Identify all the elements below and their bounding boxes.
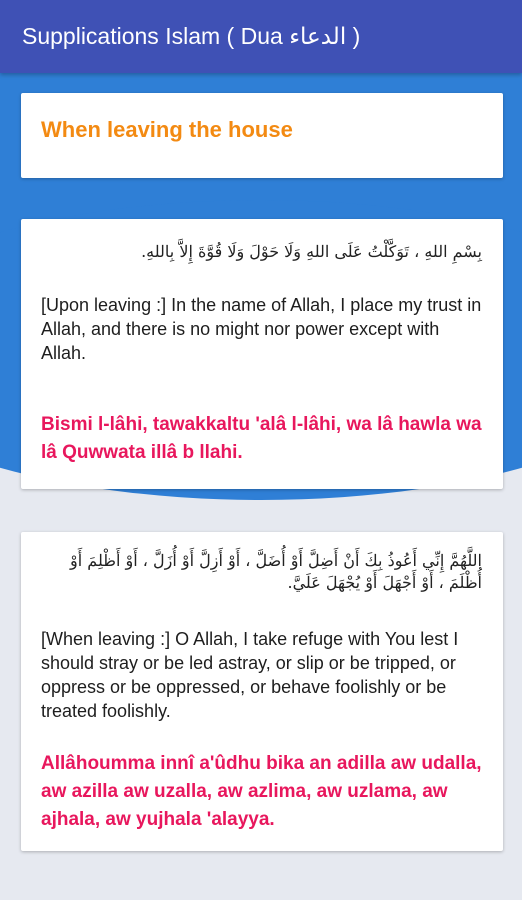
dua-transliteration: Allâhoumma innî a'ûdhu bika an adilla aw udalla, aw azilla aw uzalla, aw azlima, aw uzlama, aw ajhala, aw yujhala 'alayya.	[41, 753, 482, 830]
app-bar	[0, 0, 522, 73]
dua-translation: [When leaving :] O Allah, I take refuge with You lest I should stray or be led astray, or slip or be tripped, or oppress or be oppressed, or behave foolishly or be treated foolishly.	[41, 629, 459, 721]
dua-transliteration: Bismi l-lâhi, tawakkaltu 'alâ l-lâhi, wa lâ hawla wa lâ Quwwata illâ b llahi.	[41, 414, 482, 463]
section-title: When leaving the house	[41, 117, 293, 142]
dua-card[interactable]	[21, 219, 503, 489]
dua-translation: [Upon leaving :] In the name of Allah, I place my trust in Allah, and there is no might nor power except with Allah.	[41, 295, 482, 363]
dua-arabic-text: بِسْمِ اللهِ ، تَوَكَّلْتُ عَلَى اللهِ وَلَا حَوْلَ وَلَا قُوَّةَ إِلاَّ بِاللهِ.	[141, 242, 482, 261]
app-title: Supplications Islam ( Dua الدعاء )	[22, 23, 361, 49]
dua-arabic-text: اللَّهُمَّ إِنِّي أَعُوذُ بِكَ أَنْ أَضِلَّ أَوْ أُضَلَّ ، أَوْ أَزِلَّ أَوْ أُزَلَّ ، أَوْ أَظْلِمَ أَوْ أُظْلَمَ ، أَوْ أَجْهَلَ أَوْ يُجْهَلَ عَلَيَّ.	[70, 551, 482, 592]
dua-card[interactable]	[21, 532, 503, 851]
section-title-card	[21, 93, 503, 178]
